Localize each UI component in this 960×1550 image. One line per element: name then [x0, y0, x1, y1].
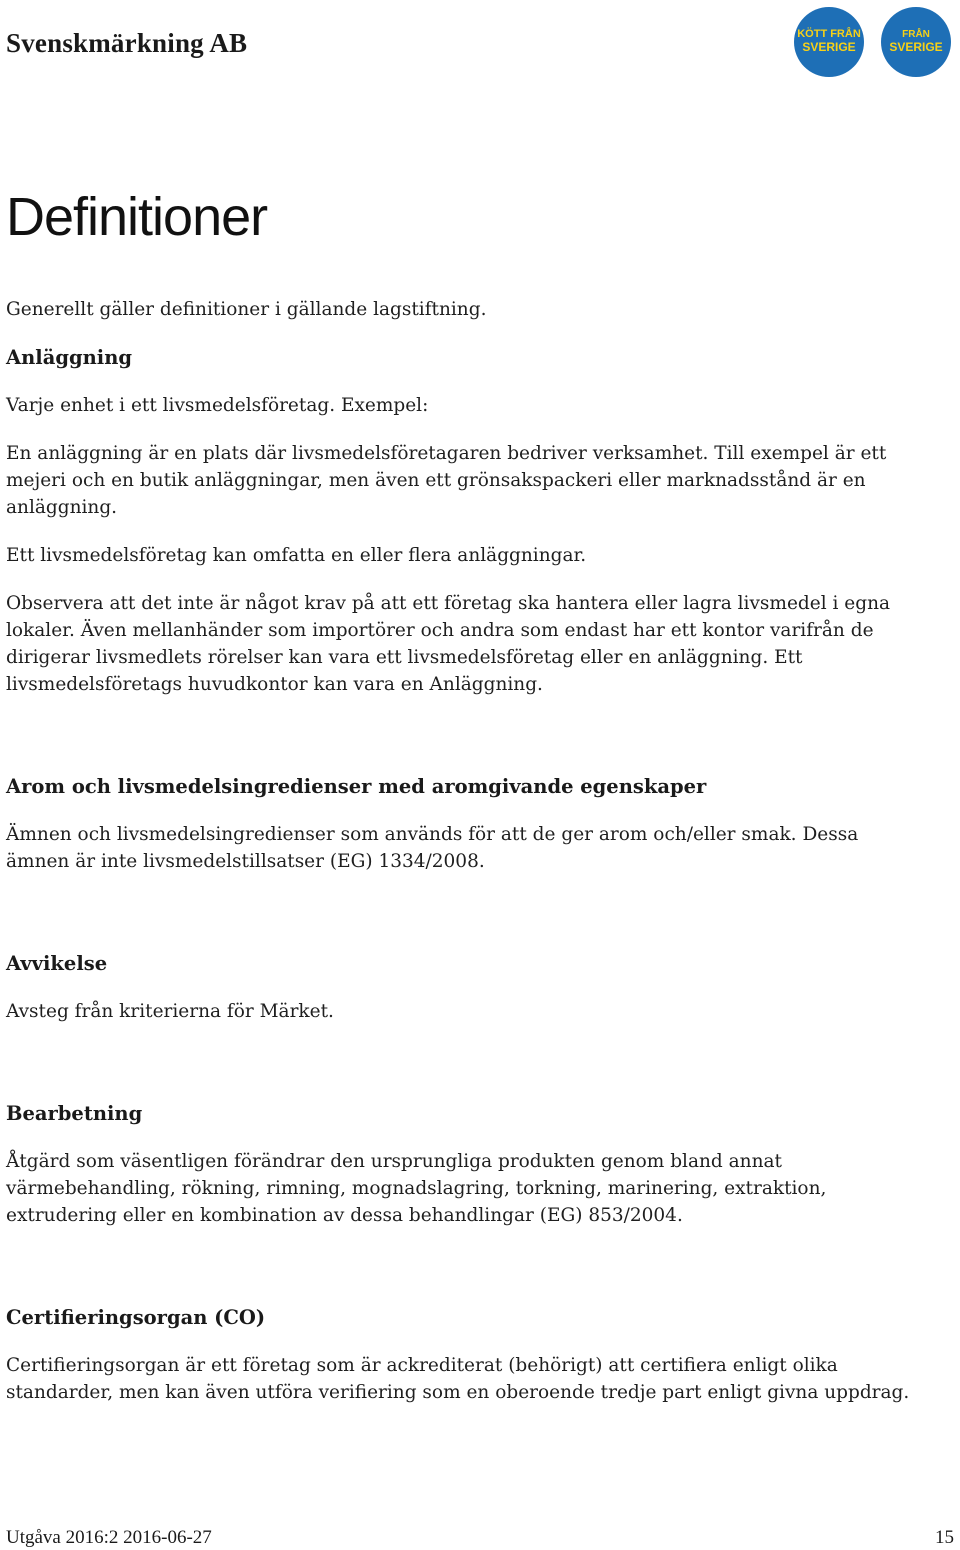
logo-meat-line1: KÖTT FRÅN: [797, 28, 861, 40]
anlaggning-p2: En anläggning är en plats där livsmedelsföretagaren bedriver verksamhet. Till exempel är ett mejeri och en butik anläggningar, men även ett grönsakspackeri eller marknadsstånd är en anläggning.: [6, 443, 887, 518]
heading-avvikelse: Avvikelse: [6, 952, 108, 975]
footer-edition: Utgåva 2016:2 2016-06-27: [6, 1527, 212, 1548]
certifieringsorgan-p1: Certifieringsorgan är ett företag som är ackrediterat (behörigt) att certifiera enligt olika standarder, men kan även utföra verifiering som en oberoende tredje part enligt givna uppdrag.: [6, 1355, 910, 1403]
avvikelse-p1: Avsteg från kriterierna för Märket.: [6, 1001, 334, 1022]
org-name: Svenskmärkning AB: [6, 28, 248, 58]
bearbetning-p1: Åtgärd som väsentligen förändrar den ursprungliga produkten genom bland annat värmebehandling, rökning, rimning, mognadslagring, torkning, marinering, extraktion, extrudering eller en kombination av dessa behandlingar (EG) 853/2004.: [6, 1151, 827, 1226]
footer-page-number: 15: [935, 1527, 954, 1548]
page-title: Definitioner: [6, 187, 268, 247]
anlaggning-p4: Observera att det inte är något krav på att ett företag ska hantera eller lagra livsmedel i egna lokaler. Även mellanhänder som importörer och andra som endast har ett kontor varifrån de dirigerar livsmedlets rörelser kan vara ett livsmedelsföretag eller en anläggning. Ett livsmedelsföretags huvudkontor kan vara en Anläggning.: [6, 593, 891, 695]
heading-arom: Arom och livsmedelsingredienser med aromgivande egenskaper: [6, 775, 707, 798]
anlaggning-p3: Ett livsmedelsföretag kan omfatta en eller flera anläggningar.: [6, 545, 587, 566]
fran-sverige-logo: [880, 6, 952, 78]
logo-from-line1: FRÅN: [902, 29, 930, 40]
heading-certifieringsorgan: Certifieringsorgan (CO): [6, 1306, 266, 1329]
intro-text: Generellt gäller definitioner i gällande lagstiftning.: [6, 299, 487, 320]
logo-from-line2: SVERIGE: [889, 40, 943, 54]
heading-bearbetning: Bearbetning: [6, 1102, 143, 1125]
anlaggning-p1: Varje enhet i ett livsmedelsföretag. Exempel:: [6, 395, 429, 416]
definitions-content: [6, 296, 926, 1427]
logo-meat-line2: SVERIGE: [802, 40, 856, 54]
kott-fran-sverige-logo: [793, 6, 865, 78]
arom-p1: Ämnen och livsmedelsingredienser som används för att de ger arom och/eller smak. Dessa ämnen är inte livsmedelstillsatser (EG) 1334/2008.: [6, 824, 859, 872]
heading-anlaggning: Anläggning: [6, 346, 133, 369]
